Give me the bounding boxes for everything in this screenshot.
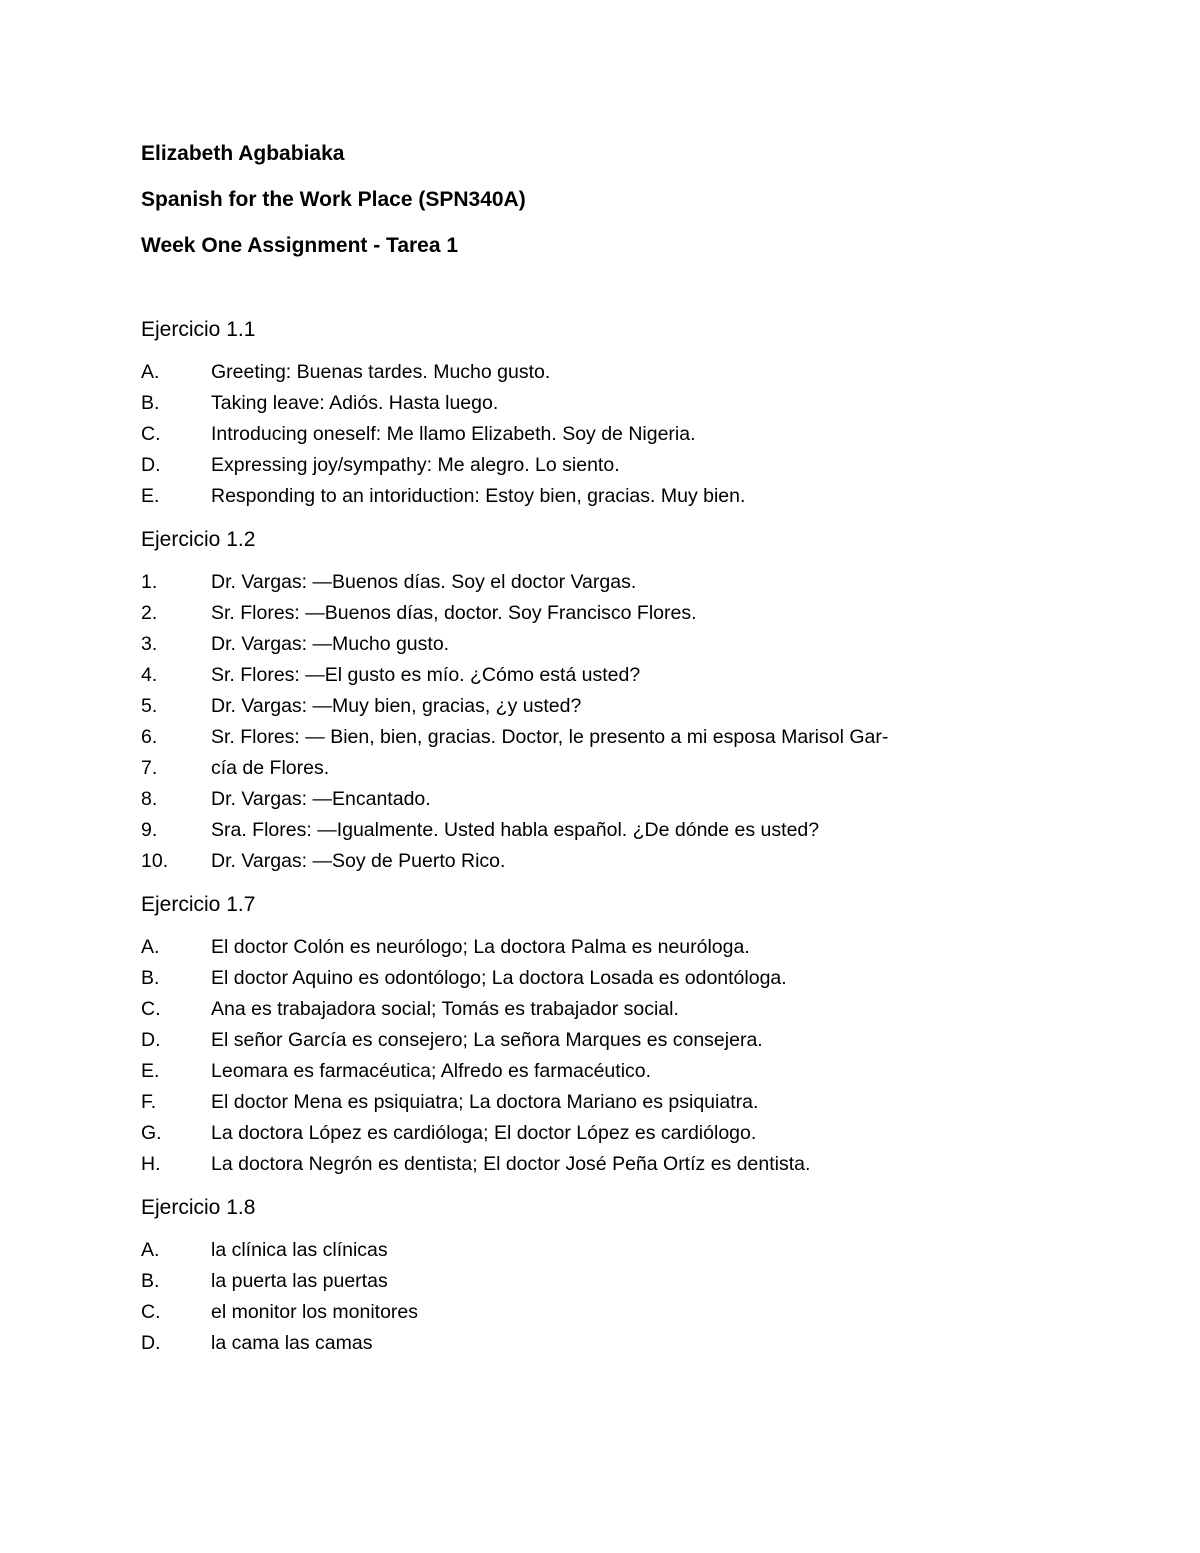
list-item <box>141 846 1101 877</box>
section-title: Ejercicio 1.7 <box>141 893 256 916</box>
list-marker: F. <box>141 1091 157 1113</box>
list-item <box>141 994 1101 1025</box>
list-item-text: Sr. Flores: —El gusto es mío. ¿Cómo está usted? <box>211 664 641 686</box>
list-item-text: Taking leave: Adiós. Hasta luego. <box>211 392 499 414</box>
list-item-text: Greeting: Buenas tardes. Mucho gusto. <box>211 361 551 383</box>
list-marker: H. <box>141 1153 161 1175</box>
list-marker: 3. <box>141 633 158 655</box>
list-item-text: Ana es trabajadora social; Tomás es trabajador social. <box>211 998 679 1020</box>
document-content <box>141 140 1101 1373</box>
list-item-text: La doctora Negrón es dentista; El doctor José Peña Ortíz es dentista. <box>211 1153 811 1175</box>
list-item <box>141 932 1101 963</box>
list-marker: 5. <box>141 695 158 717</box>
list-item-text: cía de Flores. <box>211 757 330 779</box>
list-marker: 4. <box>141 664 158 686</box>
list-item-text: Sr. Flores: — Bien, bien, gracias. Doctor, le presento a mi esposa Marisol Gar- <box>211 726 889 748</box>
list-marker: E. <box>141 485 160 507</box>
exercise-list <box>141 932 1101 1180</box>
exercise-list <box>141 1235 1101 1359</box>
student-name: Elizabeth Agbabiaka <box>141 142 345 165</box>
list-item <box>141 450 1101 481</box>
list-item-text: El doctor Aquino es odontólogo; La doctora Losada es odontóloga. <box>211 967 787 989</box>
list-item-text: Responding to an intoriduction: Estoy bien, gracias. Muy bien. <box>211 485 746 507</box>
list-item <box>141 1087 1101 1118</box>
exercise-list <box>141 567 1101 877</box>
list-item <box>141 598 1101 629</box>
list-marker: 9. <box>141 819 158 841</box>
list-item <box>141 753 1101 784</box>
list-marker: B. <box>141 392 160 414</box>
list-marker: 7. <box>141 757 158 779</box>
list-marker: A. <box>141 1239 160 1261</box>
list-item <box>141 567 1101 598</box>
section-title: Ejercicio 1.2 <box>141 528 256 551</box>
list-marker: 1. <box>141 571 158 593</box>
list-item-text: el monitor los monitores <box>211 1301 418 1323</box>
list-marker: B. <box>141 967 160 989</box>
list-item <box>141 660 1101 691</box>
exercise-section <box>141 316 1101 512</box>
list-item <box>141 629 1101 660</box>
assignment-title: Week One Assignment - Tarea 1 <box>141 234 459 257</box>
list-item-text: Dr. Vargas: —Muy bien, gracias, ¿y usted? <box>211 695 582 717</box>
list-item <box>141 1056 1101 1087</box>
section-title: Ejercicio 1.8 <box>141 1196 256 1219</box>
list-item <box>141 1328 1101 1359</box>
list-item <box>141 963 1101 994</box>
list-item <box>141 481 1101 512</box>
list-item <box>141 691 1101 722</box>
list-item-text: El doctor Colón es neurólogo; La doctora Palma es neuróloga. <box>211 936 750 958</box>
list-marker: C. <box>141 423 161 445</box>
list-marker: G. <box>141 1122 162 1144</box>
list-marker: C. <box>141 998 161 1020</box>
list-item <box>141 1025 1101 1056</box>
list-item-text: El doctor Mena es psiquiatra; La doctora Mariano es psiquiatra. <box>211 1091 759 1113</box>
list-item-text: la puerta las puertas <box>211 1270 388 1292</box>
list-marker: E. <box>141 1060 160 1082</box>
list-item <box>141 1235 1101 1266</box>
list-item-text: Expressing joy/sympathy: Me alegro. Lo siento. <box>211 454 620 476</box>
section-title: Ejercicio 1.1 <box>141 318 256 341</box>
list-marker: C. <box>141 1301 161 1323</box>
list-item-text: Dr. Vargas: —Encantado. <box>211 788 431 810</box>
list-marker: 10. <box>141 850 169 872</box>
list-item-text: Leomara es farmacéutica; Alfredo es farmacéutico. <box>211 1060 652 1082</box>
exercise-sections <box>141 316 1101 1359</box>
exercise-section <box>141 891 1101 1180</box>
list-item <box>141 722 1101 753</box>
list-item <box>141 815 1101 846</box>
course-title: Spanish for the Work Place (SPN340A) <box>141 188 526 211</box>
list-marker: A. <box>141 936 160 958</box>
document-header <box>141 140 1101 260</box>
list-item <box>141 784 1101 815</box>
list-marker: D. <box>141 1332 161 1354</box>
list-marker: 2. <box>141 602 158 624</box>
list-item <box>141 1118 1101 1149</box>
list-item-text: Sra. Flores: —Igualmente. Usted habla español. ¿De dónde es usted? <box>211 819 820 841</box>
list-item <box>141 1297 1101 1328</box>
list-marker: 6. <box>141 726 158 748</box>
list-marker: B. <box>141 1270 160 1292</box>
list-marker: D. <box>141 454 161 476</box>
exercise-section <box>141 526 1101 877</box>
list-item <box>141 419 1101 450</box>
list-item-text: Sr. Flores: —Buenos días, doctor. Soy Francisco Flores. <box>211 602 697 624</box>
list-item-text: El señor García es consejero; La señora Marques es consejera. <box>211 1029 763 1051</box>
list-item <box>141 1149 1101 1180</box>
list-item-text: Introducing oneself: Me llamo Elizabeth. Soy de Nigeria. <box>211 423 696 445</box>
list-item-text: la cama las camas <box>211 1332 373 1354</box>
list-item-text: Dr. Vargas: —Soy de Puerto Rico. <box>211 850 506 872</box>
exercise-section <box>141 1194 1101 1359</box>
list-marker: A. <box>141 361 160 383</box>
list-marker: D. <box>141 1029 161 1051</box>
list-item <box>141 357 1101 388</box>
list-item-text: La doctora López es cardióloga; El doctor López es cardiólogo. <box>211 1122 757 1144</box>
list-marker: 8. <box>141 788 158 810</box>
list-item <box>141 388 1101 419</box>
list-item-text: Dr. Vargas: —Buenos días. Soy el doctor Vargas. <box>211 571 637 593</box>
list-item <box>141 1266 1101 1297</box>
list-item-text: Dr. Vargas: —Mucho gusto. <box>211 633 450 655</box>
list-item-text: la clínica las clínicas <box>211 1239 388 1261</box>
exercise-list <box>141 357 1101 512</box>
